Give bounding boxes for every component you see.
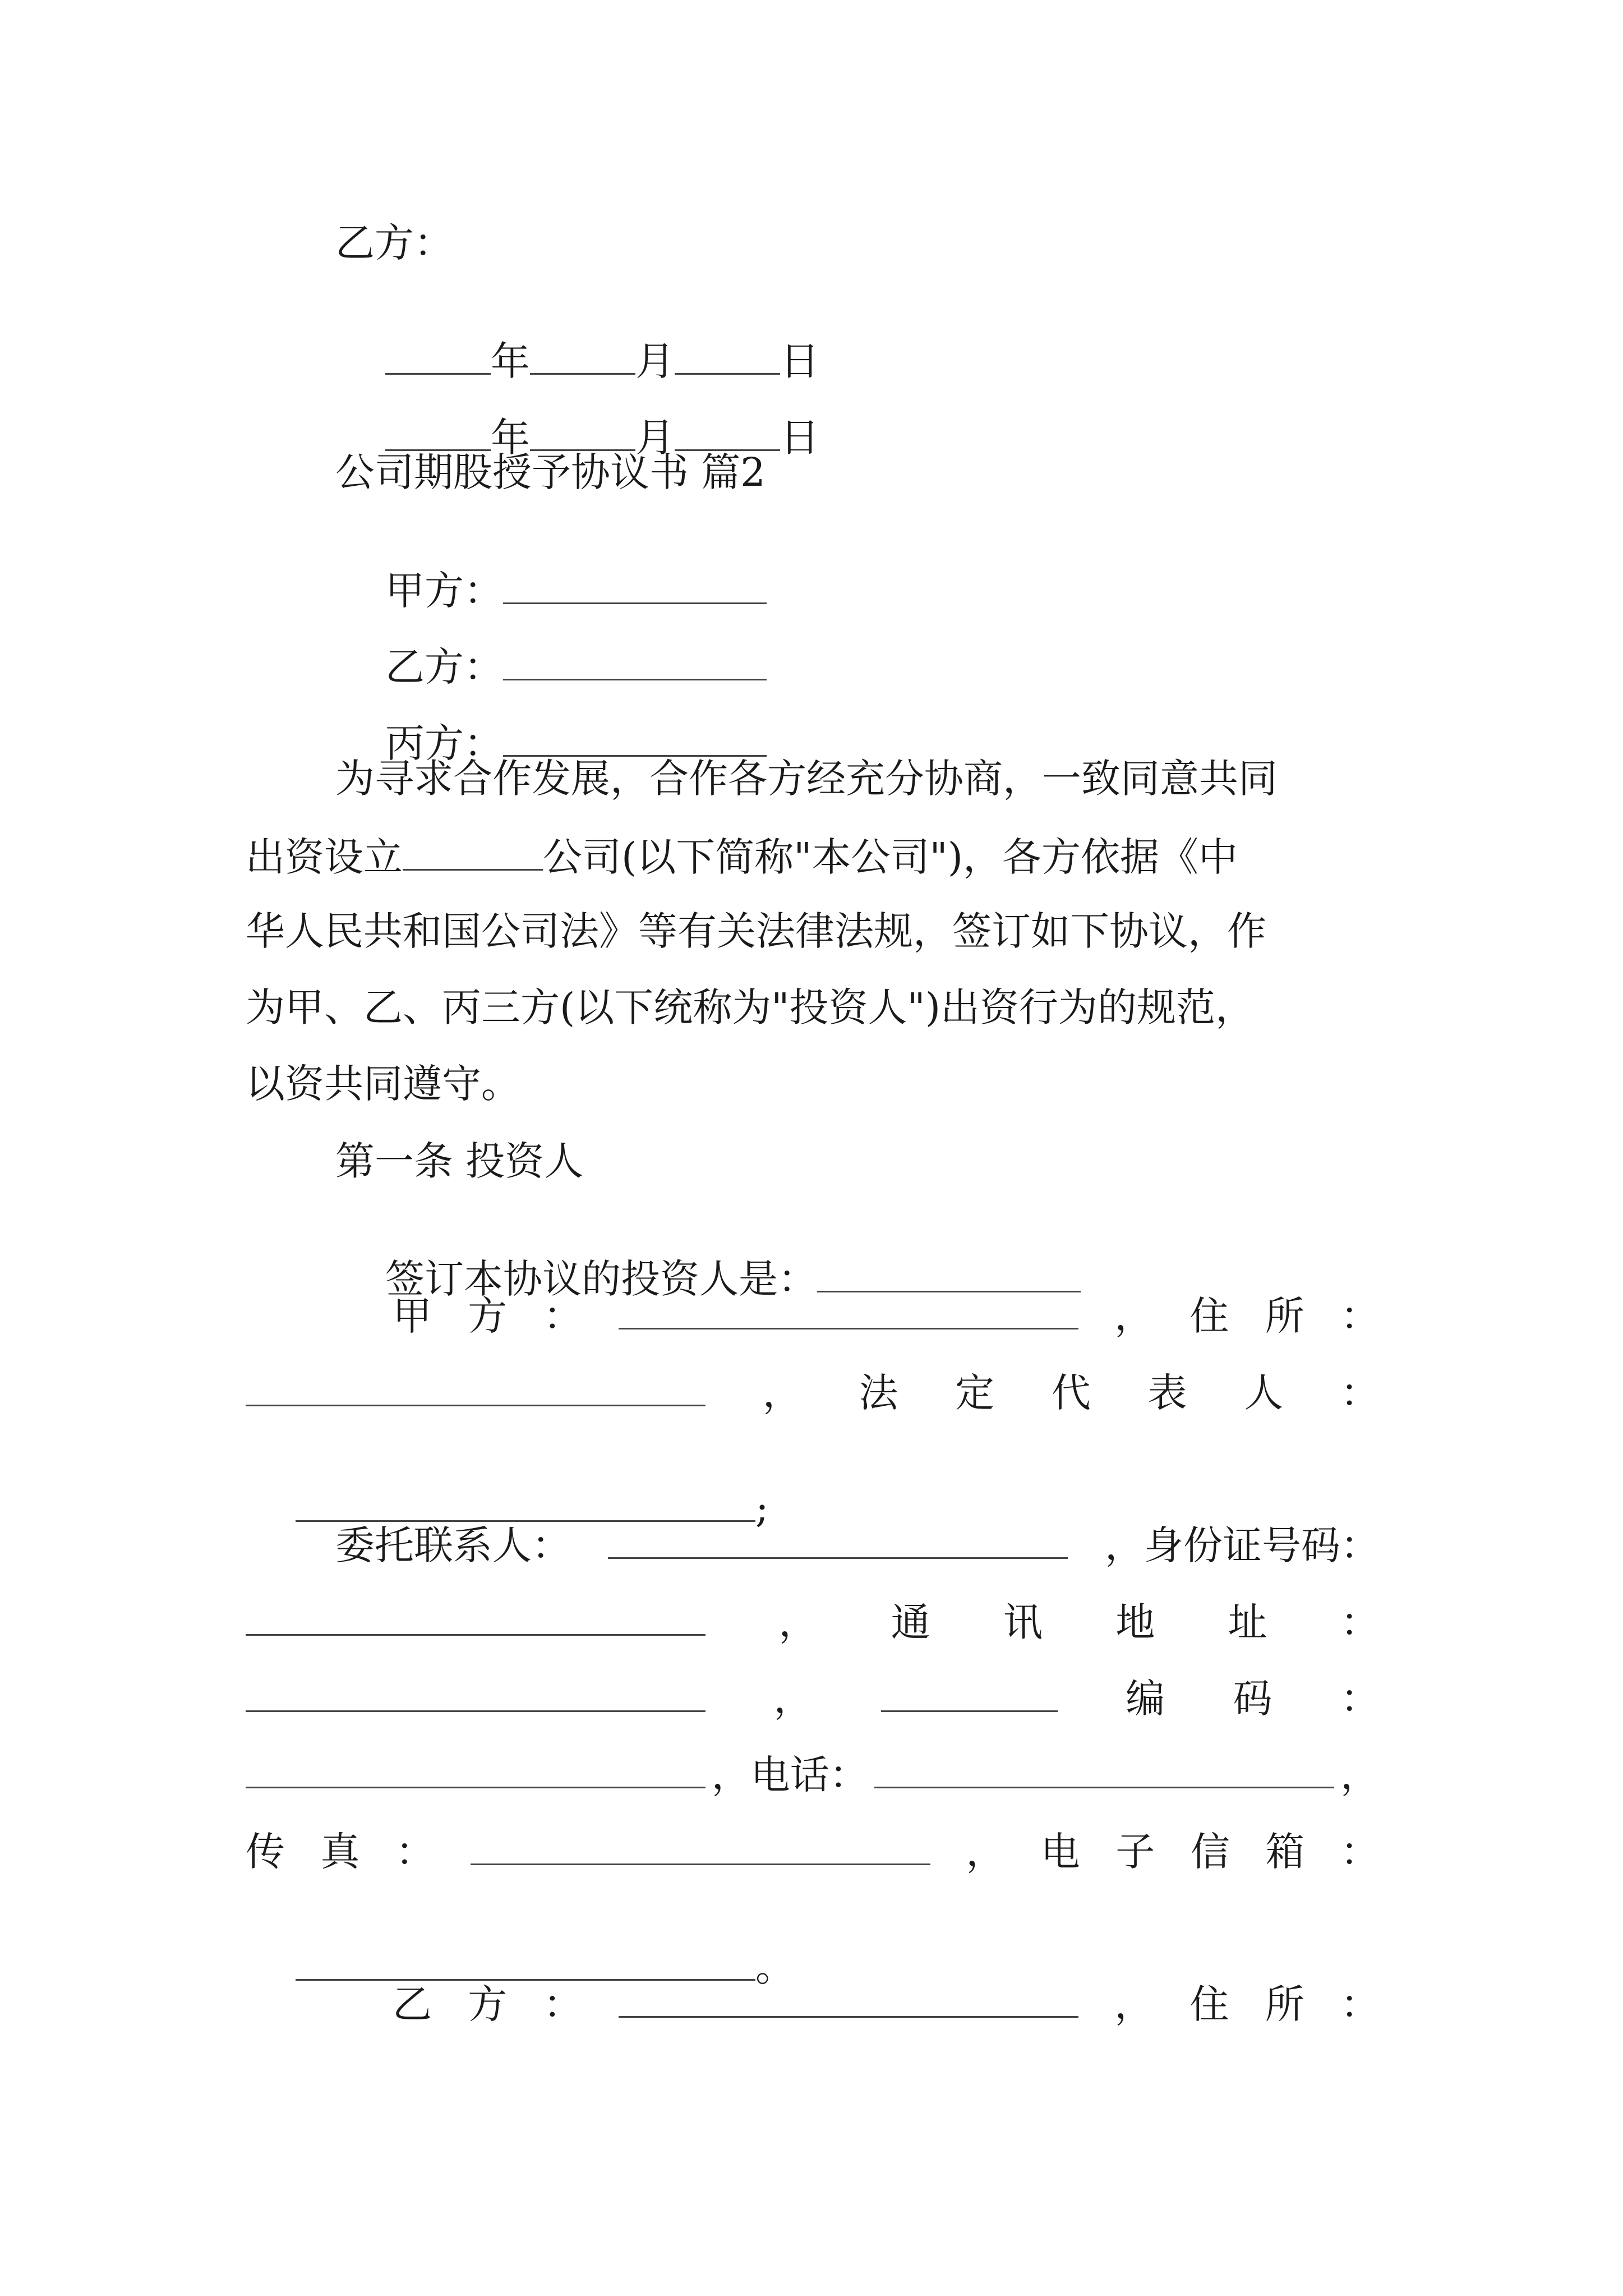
date-line-2: 年 月 日 (335, 376, 819, 496)
investors-line: 签订本协议的投资人是： (335, 1218, 1081, 1338)
party-a-blank (503, 569, 767, 604)
legal-rep-blank-line: ; (246, 1447, 769, 1567)
investors-blank (817, 1257, 1081, 1292)
address-blank (246, 1677, 706, 1712)
party-b-name-blank (619, 1982, 1078, 2018)
month-blank (530, 416, 635, 451)
party-b-residence-line: 乙 方 ： ， 住 所 ： (393, 1981, 1380, 2027)
email-blank (296, 1945, 755, 1981)
party-a-line: 甲方： (335, 530, 767, 650)
email-blank-line: 。 (246, 1906, 795, 2026)
party-c-blank (503, 721, 767, 757)
id-number-blank (246, 1600, 706, 1636)
party-b-label-top: 乙方： (335, 220, 453, 266)
year-blank (385, 416, 491, 451)
party-b-line: 乙方： (335, 606, 767, 726)
contact-blank (608, 1524, 1068, 1559)
intro-paragraph (246, 756, 1380, 1140)
intro-line: 出资设立 公司(以下简称"本公司")，各方依据《中 (246, 834, 1238, 880)
postal-code-line: ， 编 码 ： (246, 1677, 1380, 1718)
party-a-residence-line: 甲 方 ： ， 住 所 ： (393, 1293, 1380, 1339)
party-c-line: 丙方： (335, 682, 767, 802)
postal-code-blank (881, 1677, 1058, 1712)
address-line: ， 通 讯 地 址 ： (246, 1600, 1380, 1642)
intro-line: 华人民共和国公司法》等有关法律法规，签订如下协议，作 (246, 908, 1266, 954)
article-1-title: 第一条 投资人 (335, 1138, 584, 1184)
date-line-1: 年 月 日 (335, 300, 819, 420)
contact-line: 委托联系人： ，身份证号码： (335, 1522, 1380, 1568)
year-blank (385, 339, 491, 375)
residence-blank (246, 1371, 706, 1406)
phone-blank (874, 1753, 1334, 1788)
legal-rep-blank (296, 1487, 755, 1522)
company-name-blank (403, 835, 543, 871)
legal-representative-line: ， 法 定 代 表 人 ： (246, 1371, 1380, 1412)
month-blank (530, 339, 635, 375)
fax-email-line: 传 真 ： ， 电 子 信 箱 ： (246, 1829, 1380, 1875)
party-a-name-blank (619, 1294, 1078, 1329)
day-blank (675, 416, 780, 451)
intro-line: 为甲、乙、丙三方(以下统称为"投资人")出资行为的规范， (246, 984, 1255, 1030)
day-blank (675, 339, 780, 375)
document-heading: 公司期股授予协议书 篇2 (335, 449, 766, 495)
intro-line: 以资共同遵守。 (246, 1061, 520, 1107)
party-b-blank (503, 645, 767, 680)
phone-line: ，电话： ， (246, 1753, 1380, 1795)
fax-blank (471, 1830, 930, 1865)
intro-line: 为寻求合作发展，合作各方经充分协商，一致同意共同 (335, 756, 1278, 802)
code-blank (246, 1753, 706, 1788)
